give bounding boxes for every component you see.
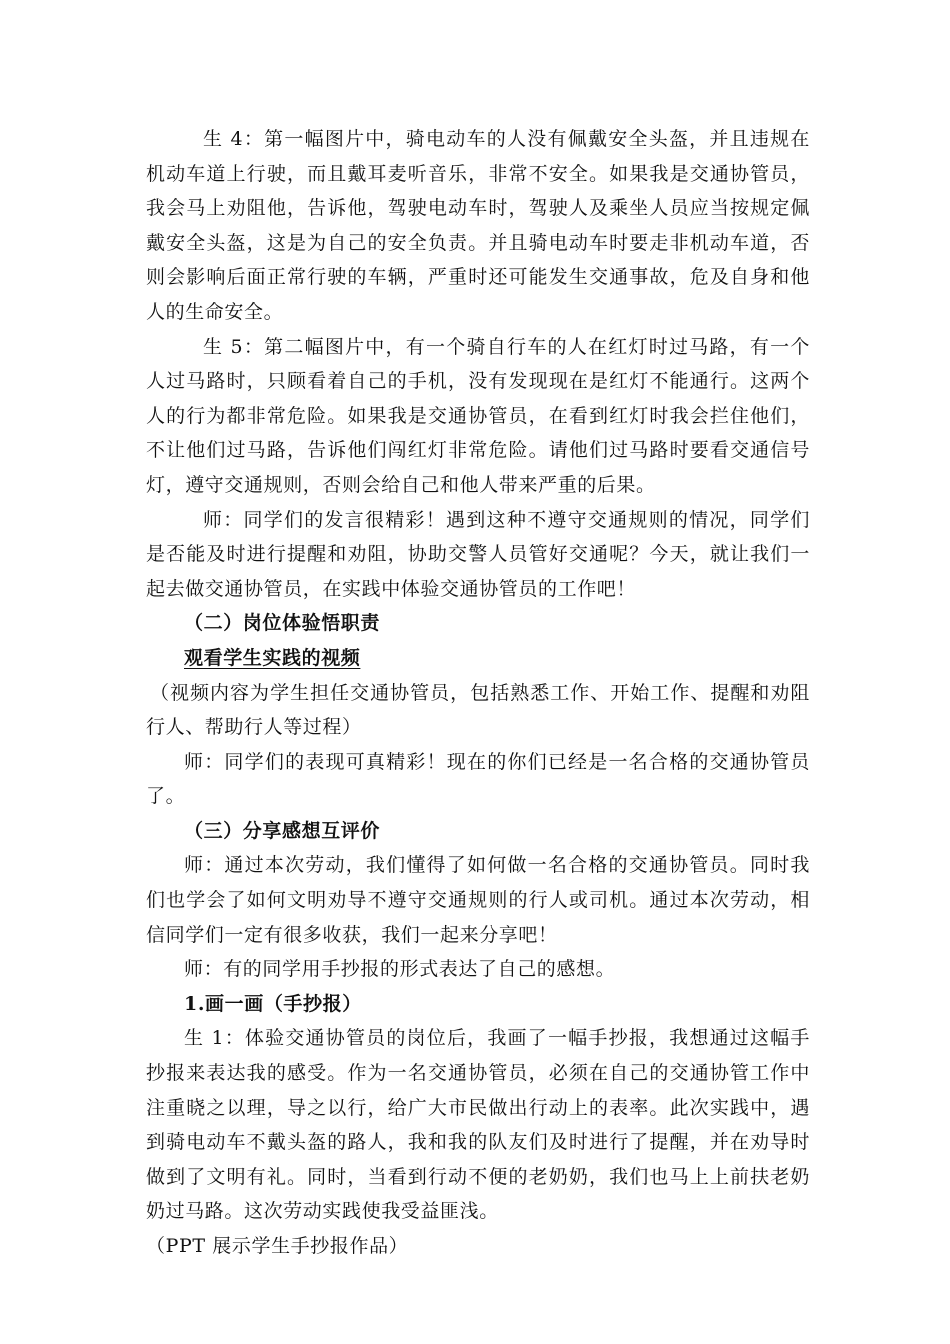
subheading-draw: 1.画一画（手抄报）	[184, 992, 362, 1015]
paragraph-ppt-note: （PPT 展示学生手抄报作品）	[146, 1235, 409, 1257]
paragraph-student-1: 生 1：体验交通协管员的岗位后，我画了一幅手抄报，我想通过这幅手抄报来表达我的感受。作为一名交通协管员，必须在自己的交通协管工作中注重晓之以理，导之以行，给广大市民做出行动上的表率。此次实践中，遇到骑电动车不戴头盔的路人，我和我的队友们及时进行了提醒，并在劝导时做到了文明有礼。同时，当看到行动不便的老奶奶，我们也马上上前扶老奶奶过马路。这次劳动实践使我受益匪浅。	[146, 1027, 810, 1223]
section-heading-3: （三）分享感想互评价	[184, 819, 381, 842]
section-heading-2: （二）岗位体验悟职责	[184, 612, 381, 635]
document-body	[146, 122, 810, 1264]
paragraph-video-description: （视频内容为学生担任交通协管员，包括熟悉工作、开始工作、提醒和劝阻行人、帮助行人等过程）	[146, 681, 810, 739]
paragraph-student-5: 生 5：第二幅图片中，有一个骑自行车的人在红灯时过马路，有一个人过马路时，只顾看着自己的手机，没有发现现在是红灯不能通行。这两个人的行为都非常危险。如果我是交通协管员，在看到红灯时我会拦住他们，不让他们过马路，告诉他们闯红灯非常危险。请他们过马路时要看交通信号灯，遵守交通规则，否则会给自己和他人带来严重的后果。	[146, 335, 810, 496]
paragraph-teacher-poster: 师：有的同学用手抄报的形式表达了自己的感想。	[184, 958, 616, 981]
paragraph-student-4: 生 4：第一幅图片中，骑电动车的人没有佩戴安全头盔，并且违规在机动车道上行驶，而且戴耳麦听音乐，非常不安全。如果我是交通协管员，我会马上劝阻他，告诉他，驾驶电动车时，驾驶人及乘坐人员应当按规定佩戴安全头盔，这是为自己的安全负责。并且骑电动车时要走非机动车道，否则会影响后面正常行驶的车辆，严重时还可能发生交通事故，危及自身和他人的生命安全。	[146, 128, 810, 323]
video-heading: 观看学生实践的视频	[184, 646, 361, 669]
paragraph-teacher-remark: 师：同学们的发言很精彩！遇到这种不遵守交通规则的情况，同学们是否能及时进行提醒和劝阻，协助交警人员管好交通呢？今天，就让我们一起去做交通协管员，在实践中体验交通协管员的工作吧！	[146, 508, 810, 600]
paragraph-teacher-praise: 师：同学们的表现可真精彩！现在的你们已经是一名合格的交通协管员了。	[146, 750, 810, 808]
paragraph-teacher-share: 师：通过本次劳动，我们懂得了如何做一名合格的交通协管员。同时我们也学会了如何文明劝导不遵守交通规则的行人或司机。通过本次劳动，相信同学们一定有很多收获，我们一起来分享吧！	[146, 854, 810, 946]
